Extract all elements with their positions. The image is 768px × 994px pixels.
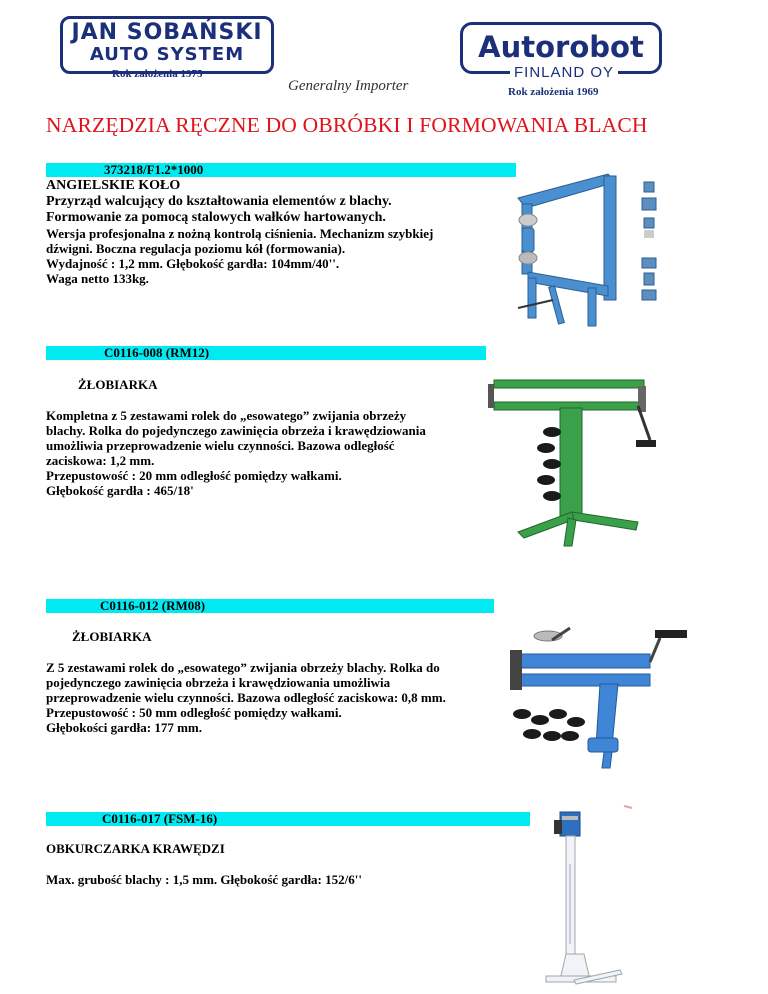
product-line: blachy. Rolka do pojedynczego zawinięcia obrzeża i krawędziowania [46,423,426,438]
product-line: Z 5 zestawami rolek do „esowatego” zwijania obrzeży blachy. Rolka do [46,660,440,675]
product-line: Przyrząd walcujący do kształtowania elementów z blachy. [46,194,392,209]
product-line: Kompletna z 5 zestawami rolek do „esowatego” zwijania obrzeży [46,408,407,423]
product-code: C0116-012 (RM08) [100,598,206,613]
logo-right-founded: Rok założenia 1969 [508,86,599,98]
bench-bead-roller-image [500,618,690,782]
product-line: Waga netto 133kg. [46,271,149,286]
product-line: zaciskowa: 1,2 mm. [46,453,155,468]
shrinker-stand-image [540,804,640,990]
logo-left-founded: Rok założenia 1975 [112,68,203,80]
product-name: OBKURCZARKA KRAWĘDZI [46,841,225,856]
page-title: NARZĘDZIA RĘCZNE DO OBRÓBKI I FORMOWANIA BLACH [46,113,648,137]
logo-left-line2: AUTO SYSTEM [89,44,245,65]
bead-roller-stand-image [488,372,664,548]
product-line: Wersja profesjonalna z nożną kontrolą ciśnienia. Mechanizm szybkiej [46,226,434,241]
product-line: przeprowadzenie wielu czynności. Bazowa odległość zaciskowa: 0,8 mm. [46,690,446,705]
importer-label: Generalny Importer [288,78,409,94]
product-code: C0116-017 (FSM-16) [102,811,218,826]
logo-left-line1: JAN SOBAŃSKI [71,20,263,45]
product-line: Głębokości gardła: 177 mm. [46,720,202,735]
product-line: pojedynczego zawinięcia obrzeża i krawędziowania umożliwia [46,675,391,690]
product-code: 373218/F1.2*1000 [104,162,204,177]
product-line: Formowanie za pomocą stalowych wałków hartowanych. [46,210,386,225]
product-line: Głębokość gardła : 465/18' [46,483,194,498]
product-line: Max. grubość blachy : 1,5 mm. Głębokość gardła: 152/6'' [46,872,362,887]
product-line: Przepustowość : 20 mm odległość pomiędzy wałkami. [46,468,342,483]
product-line: dźwigni. Boczna regulacja poziomu kół (formowania). [46,241,346,256]
english-wheel-image [508,168,678,340]
logo-right-line2: FINLAND OY [510,64,618,81]
product-name: ANGIELSKIE KOŁO [46,178,181,193]
product-line: Wydajność : 1,2 mm. Głębokość gardła: 104mm/40''. [46,256,340,271]
product-code: C0116-008 (RM12) [104,345,210,360]
product-line: Przepustowość : 50 mm odległość pomiędzy wałkami. [46,705,342,720]
product-line: umożliwia przeprowadzenie wielu czynności. Bazowa odległość [46,438,395,453]
product-name: ŻŁOBIARKA [78,377,158,392]
logo-right-name: Autorobot [478,30,644,64]
jan-sobanski-logo [60,16,274,74]
product-name: ŻŁOBIARKA [72,629,152,644]
